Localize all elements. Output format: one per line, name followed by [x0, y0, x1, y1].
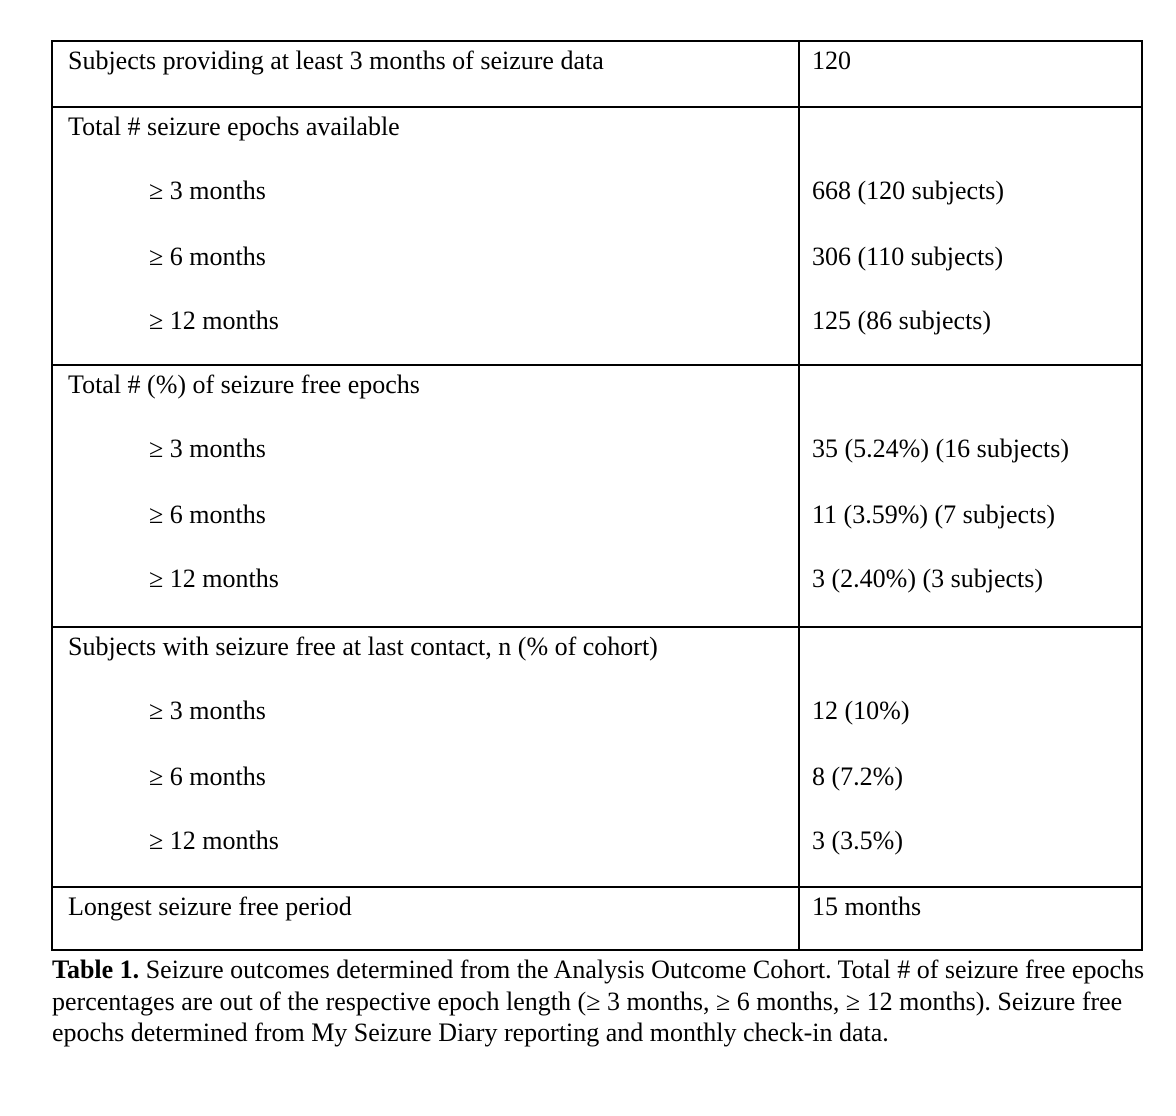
row-value-longest-seizure-free: 15 months [812, 892, 922, 921]
row-divider [53, 364, 1141, 366]
sub-row-value: 3 (2.40%) (3 subjects) [812, 564, 1044, 593]
row-label-longest-seizure-free: Longest seizure free period [68, 892, 352, 921]
sub-row-label: ≥ 6 months [149, 500, 266, 529]
sub-row-value: 668 (120 subjects) [812, 176, 1005, 205]
row-divider [53, 106, 1141, 108]
row-label-subjects-3-months: Subjects providing at least 3 months of seizure data [68, 46, 604, 75]
column-divider [798, 42, 800, 949]
sub-row-label: ≥ 6 months [149, 242, 266, 271]
row-divider [53, 886, 1141, 888]
sub-row-value: 306 (110 subjects) [812, 242, 1004, 271]
sub-row-label: ≥ 6 months [149, 762, 266, 791]
row-value-subjects-3-months: 120 [812, 46, 851, 75]
sub-row-label: ≥ 3 months [149, 176, 266, 205]
sub-row-value: 125 (86 subjects) [812, 306, 992, 335]
row-divider [53, 626, 1141, 628]
sub-row-label: ≥ 12 months [149, 564, 279, 593]
sub-row-value: 8 (7.2%) [812, 762, 903, 791]
sub-row-value: 3 (3.5%) [812, 826, 903, 855]
seizure-outcomes-table [51, 40, 1143, 951]
section-label-epochs-available: Total # seizure epochs available [68, 112, 400, 141]
sub-row-label: ≥ 12 months [149, 826, 279, 855]
caption-text: Seizure outcomes determined from the Analysis Outcome Cohort. Total # of seizure free epochs percentages are out of the respective epoch length (≥ 3 months, ≥ 6 months, ≥ 12 months). Seizure free epochs determined from My Seizure Diary reporting and monthly check-in data. [52, 955, 1145, 1047]
sub-row-value: 12 (10%) [812, 696, 910, 725]
sub-row-value: 11 (3.59%) (7 subjects) [812, 500, 1056, 529]
sub-row-label: ≥ 12 months [149, 306, 279, 335]
sub-row-label: ≥ 3 months [149, 696, 266, 725]
table-caption [52, 954, 1152, 1049]
section-label-seizure-free-epochs: Total # (%) of seizure free epochs [68, 370, 420, 399]
caption-title: Table 1. [52, 955, 140, 984]
section-label-last-contact: Subjects with seizure free at last contact, n (% of cohort) [68, 632, 658, 661]
sub-row-value: 35 (5.24%) (16 subjects) [812, 434, 1070, 463]
sub-row-label: ≥ 3 months [149, 434, 266, 463]
